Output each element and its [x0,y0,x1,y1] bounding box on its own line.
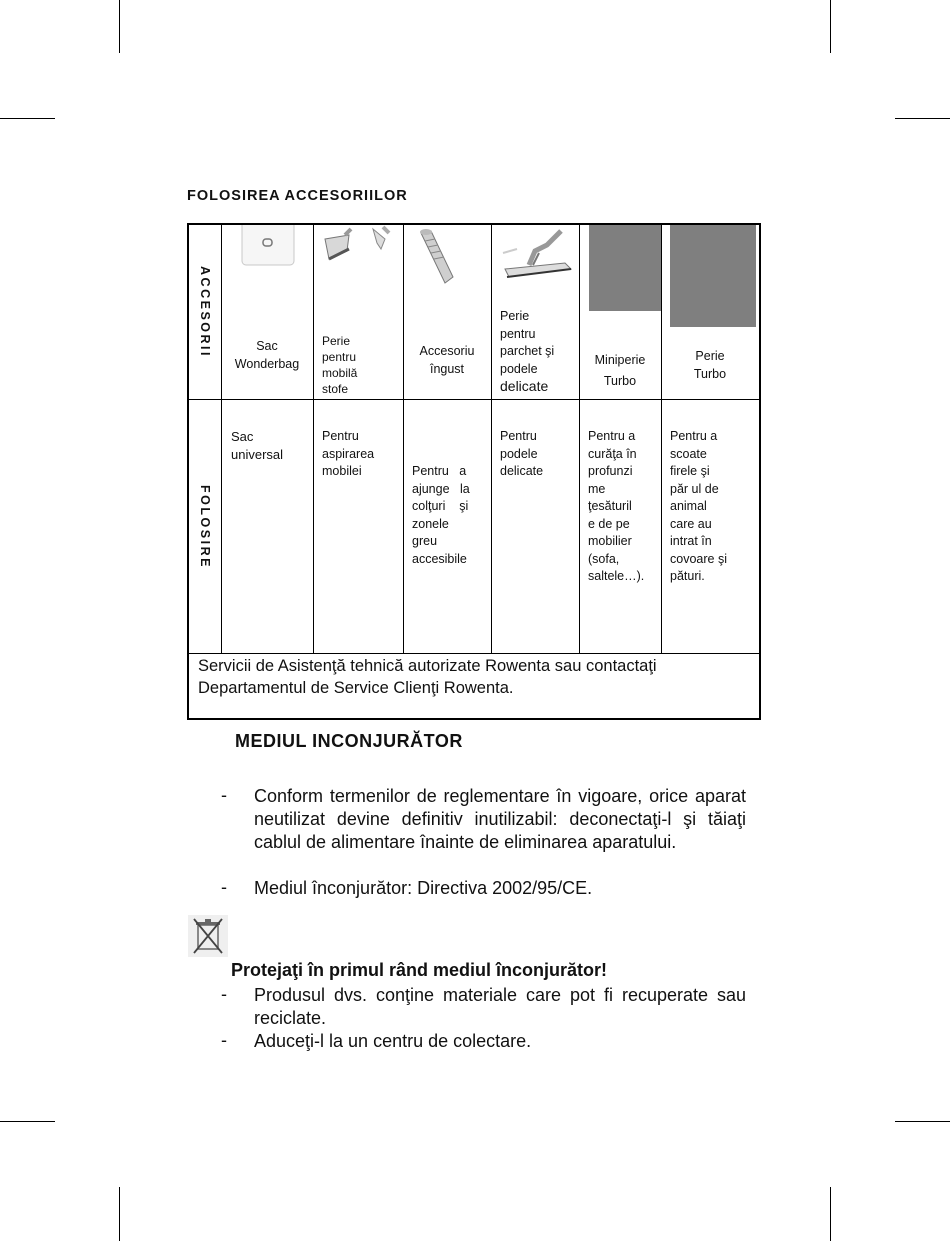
crop-mark [0,1121,55,1122]
bullet-text: Mediul înconjurător: Directiva 2002/95/CE. [254,878,593,898]
accessory-name: Sac Wonderbag [234,339,300,371]
crop-mark [830,1187,831,1241]
bullet-dash: - [221,785,227,805]
accessories-table [187,223,761,720]
usage-text: Pentru a ajunge la colţuri şi zonele greu accesibile [412,464,470,566]
crop-mark [119,1187,120,1241]
crop-mark [0,118,55,119]
environment-heading: MEDIUL INCONJURĂTOR [235,731,463,751]
bullet-text: Conform termenilor de reglementare în vigoare, orice aparat neutilizat devine definitiv inutilizabil: deconectaţi-l şi tăiaţi cablul de alimentare înainte de eliminarea aparatului. [254,786,746,852]
accessory-name: Miniperie Turbo [594,353,646,388]
bag-icon [241,225,295,267]
usage-text: Pentru aspirarea mobilei [322,429,375,478]
accessory-name: Perie pentru parchet şi podele delicate [500,309,555,394]
crossed-out-bin-icon [188,915,228,957]
crop-mark [830,0,831,53]
bullet-text: Produsul dvs. conţine materiale care pot fi recuperate sau reciclate. [254,985,746,1028]
usage-text: Pentru podele delicate [500,429,544,478]
usage-text: Sac universal [231,429,284,462]
upholstery-brush-icon [319,225,401,269]
row-label-accessories: ACCESORII [198,266,213,358]
usage-text: Pentru a curăţa în profunzi me ţesăturil e de pe mobilier (sofa, saltele…). [588,429,645,583]
crop-mark [119,0,120,53]
bullet-dash: - [221,877,227,897]
crop-mark [895,1121,950,1122]
service-note: Servicii de Asistenţă tehnică autorizate Rowenta sau contactaţi Departamentul de Service Clienţi Rowenta. [198,657,657,697]
usage-text: Pentru a scoate firele şi păr ul de animal care au intrat în covoare şi pături. [670,429,727,583]
bullet-dash: - [221,1030,227,1050]
crevice-tool-icon [409,227,465,289]
bullet-dash: - [221,984,227,1004]
accessory-name: Perie pentru mobilă stofe [322,334,358,396]
bullet-text: Aduceţi-l la un centru de colectare. [254,1031,532,1051]
section-title: FOLOSIREA ACCESORIILOR [187,188,408,204]
crop-mark [895,118,950,119]
turbo-brush-icon [670,225,756,327]
protect-heading: Protejaţi în primul rând mediul înconjurător! [231,960,608,980]
accessory-name: Perie Turbo [693,349,727,381]
parquet-brush-icon [499,225,579,281]
row-label-usage: FOLOSIRE [198,484,212,569]
accessory-name: Accesoriu îngust [419,344,475,376]
mini-turbo-brush-icon [589,225,661,311]
